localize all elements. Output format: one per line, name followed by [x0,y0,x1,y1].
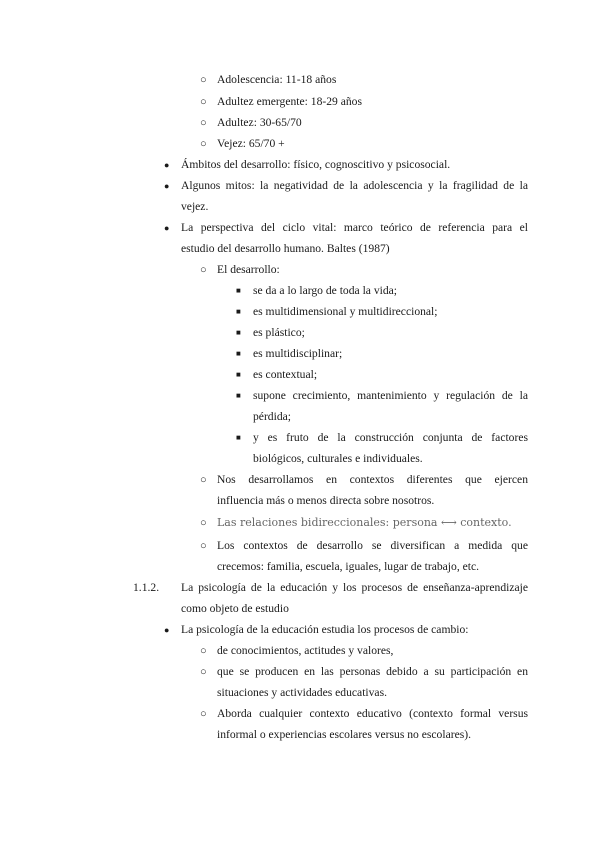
list-item-continuation: vejez. [181,200,209,213]
list-item: Adultez emergente: 18-29 años [217,95,362,108]
square-bullet-icon: ■ [236,370,241,379]
list-item: Los contextos de desarrollo se diversifican a medida que [217,539,528,552]
circle-bullet-icon: ○ [200,708,207,720]
list-item-continuation: pérdida; [253,410,291,423]
list-item-continuation: biológicos, culturales e individuales. [253,452,423,465]
circle-bullet-icon: ○ [200,645,207,657]
list-item: es plástico; [253,326,305,339]
list-item-continuation: estudio del desarrollo humano. Baltes (1987) [181,242,390,255]
list-item: Ámbitos del desarrollo: físico, cognoscitivo y psicosocial. [181,158,451,171]
list-item: Las relaciones bidireccionales: persona ⟷ contexto. [217,516,512,529]
list-item: y es fruto de la construcción conjunta de factores [253,431,528,444]
circle-bullet-icon: ○ [200,474,207,486]
square-bullet-icon: ■ [236,391,241,400]
circle-bullet-icon: ○ [200,264,207,276]
list-item: es multidisciplinar; [253,347,343,360]
disc-bullet-icon: ● [164,223,170,233]
circle-bullet-icon: ○ [200,74,207,86]
list-item: de conocimientos, actitudes y valores, [217,644,394,657]
list-item: Adultez: 30-65/70 [217,116,302,129]
disc-bullet-icon: ● [164,625,170,635]
square-bullet-icon: ■ [236,328,241,337]
disc-bullet-icon: ● [164,160,170,170]
list-item: Adolescencia: 11-18 años [217,73,337,86]
circle-bullet-icon: ○ [200,540,207,552]
list-item: La psicología de la educación estudia los procesos de cambio: [181,623,469,636]
list-item: La perspectiva del ciclo vital: marco teórico de referencia para el [181,221,528,234]
list-item-continuation: informal o experiencias escolares versus no escolares). [217,728,471,741]
list-item: es multidimensional y multidireccional; [253,305,438,318]
circle-bullet-icon: ○ [200,517,207,529]
list-item: supone crecimiento, mantenimiento y regulación de la [253,389,528,402]
square-bullet-icon: ■ [236,433,241,442]
list-item: El desarrollo: [217,263,280,276]
list-item: Vejez: 65/70 + [217,137,285,150]
section-heading-continuation: como objeto de estudio [181,602,289,615]
list-item-continuation: influencia más o menos directa sobre nosotros. [217,494,435,507]
list-item-continuation: situaciones y actividades educativas. [217,686,387,699]
section-number: 1.1.2. [133,581,160,594]
disc-bullet-icon: ● [164,181,170,191]
circle-bullet-icon: ○ [200,96,207,108]
square-bullet-icon: ■ [236,349,241,358]
list-item: es contextual; [253,368,318,381]
list-item: Aborda cualquier contexto educativo (contexto formal versus [217,707,528,720]
list-item: que se producen en las personas debido a su participación en [217,665,528,678]
square-bullet-icon: ■ [236,307,241,316]
list-item: Algunos mitos: la negatividad de la adolescencia y la fragilidad de la [181,179,528,192]
square-bullet-icon: ■ [236,286,241,295]
list-item: se da a lo largo de toda la vida; [253,284,398,297]
circle-bullet-icon: ○ [200,138,207,150]
list-item: Nos desarrollamos en contextos diferentes que ejercen [217,473,528,486]
list-item-continuation: crecemos: familia, escuela, iguales, lugar de trabajo, etc. [217,560,480,573]
section-heading: La psicología de la educación y los procesos de enseñanza-aprendizaje [181,581,528,594]
circle-bullet-icon: ○ [200,117,207,129]
circle-bullet-icon: ○ [200,666,207,678]
